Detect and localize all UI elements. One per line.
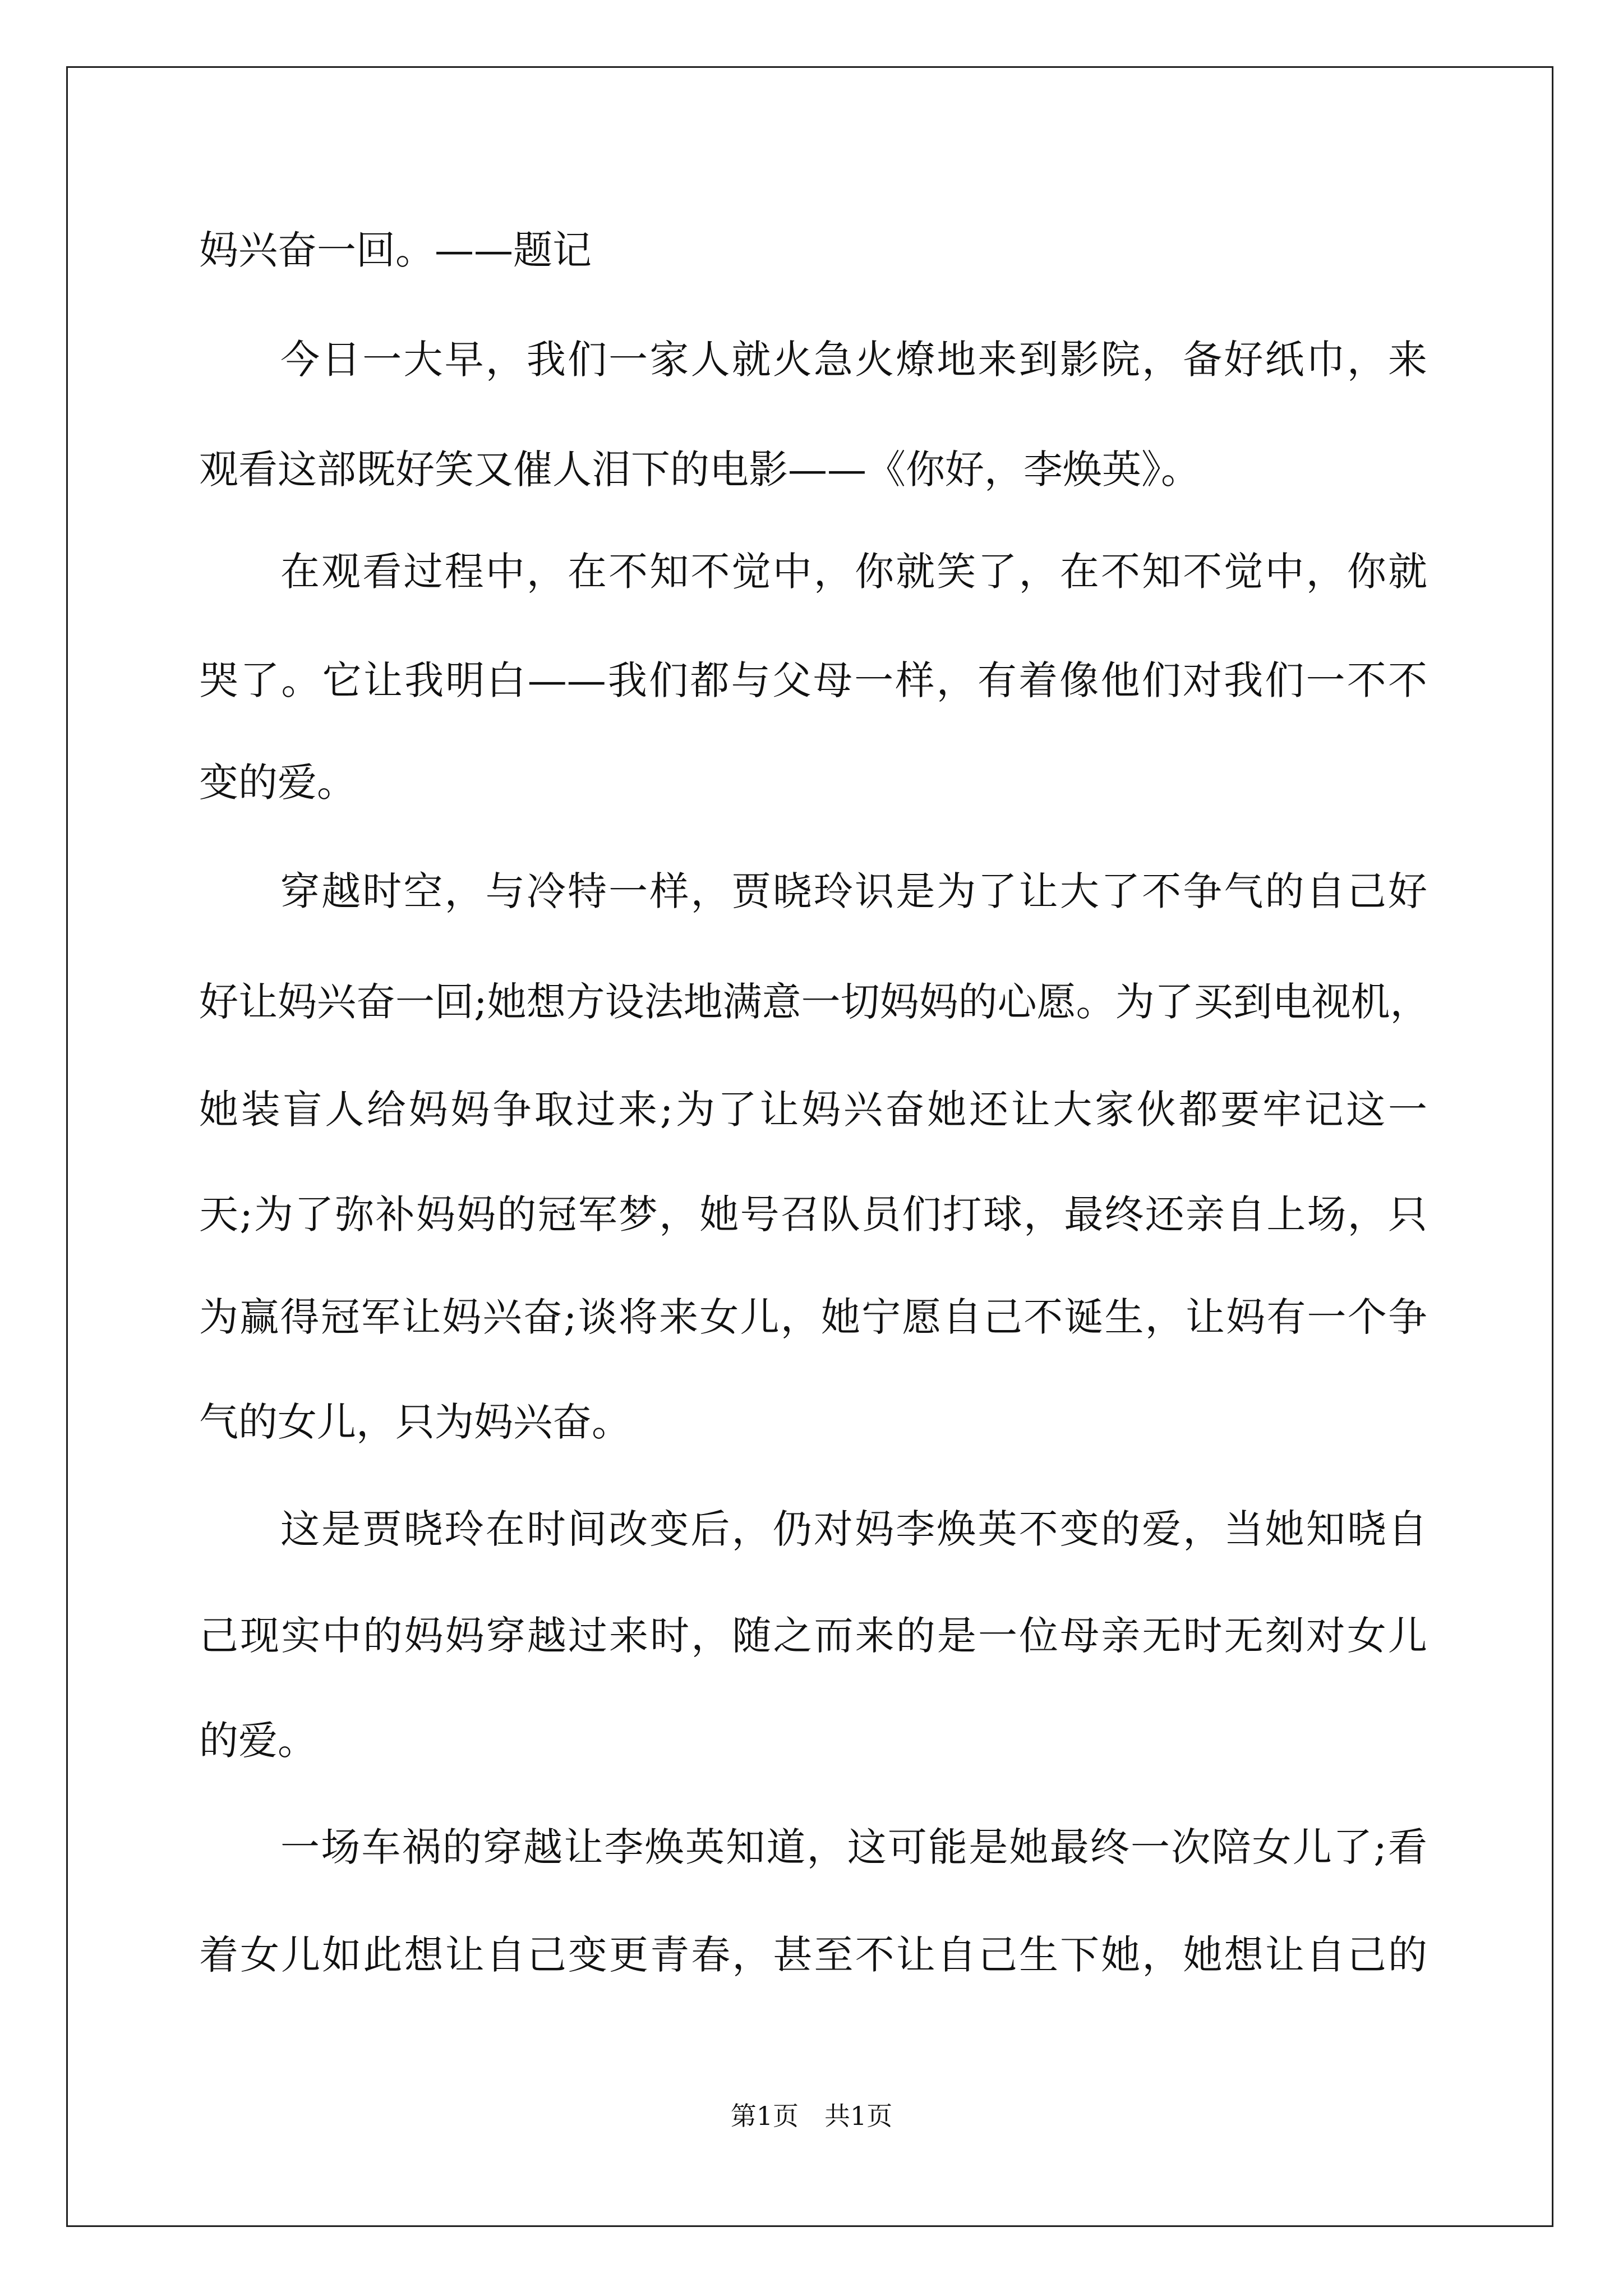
text-line: 妈兴奋一回。——题记 <box>199 227 592 273</box>
page-border <box>66 66 1553 2227</box>
text-line: 气的女儿，只为妈兴奋。 <box>199 1399 631 1445</box>
text-line: 好让妈兴奋一回;她想方设法地满意一切妈妈的心愿。为了买到电视机， <box>199 979 1430 1025</box>
text-line: 天;为了弥补妈妈的冠军梦，她号召队员们打球，最终还亲自上场，只 <box>199 1191 1427 1237</box>
text-line: 的爱。 <box>199 1718 317 1764</box>
text-line: 今日一大早，我们一家人就火急火燎地来到影院，备好纸巾，来 <box>280 337 1427 383</box>
page-total: 共1页 <box>824 2101 893 2131</box>
text-line: 着女儿如此想让自己变更青春，甚至不让自己生下她，她想让自己的 <box>199 1932 1427 1978</box>
text-line: 在观看过程中，在不知不觉中，你就笑了，在不知不觉中，你就 <box>280 549 1427 595</box>
page-footer <box>0 2100 1623 2132</box>
text-line: 变的爱。 <box>199 760 356 806</box>
text-line: 这是贾晓玲在时间改变后，仍对妈李焕英不变的爱，当她知晓自 <box>280 1506 1427 1552</box>
text-line: 她装盲人给妈妈争取过来;为了让妈兴奋她还让大家伙都要牢记这一 <box>199 1087 1427 1133</box>
text-line: 观看这部既好笑又催人泪下的电影——《你好，李焕英》。 <box>199 447 1200 493</box>
page-number: 第1页 <box>730 2101 799 2131</box>
text-line: 穿越时空，与冷特一样，贾晓玲识是为了让大了不争气的自己好 <box>280 868 1427 914</box>
text-line: 一场车祸的穿越让李焕英知道，这可能是她最终一次陪女儿了;看 <box>280 1824 1427 1870</box>
text-line: 哭了。它让我明白——我们都与父母一样，有着像他们对我们一不不 <box>199 657 1427 703</box>
text-line: 为赢得冠军让妈兴奋;谈将来女儿，她宁愿自己不诞生，让妈有一个争 <box>199 1294 1427 1340</box>
text-line: 己现实中的妈妈穿越过来时，随之而来的是一位母亲无时无刻对女儿 <box>199 1613 1427 1659</box>
